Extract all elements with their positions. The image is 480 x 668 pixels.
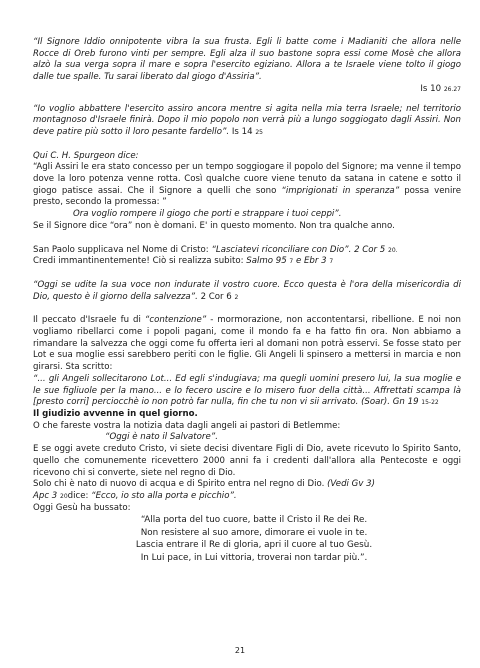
pastori-line: O che farestе vostra la notizia data dagli angeli ai pastori di Betlemme: (33, 420, 341, 431)
hymn-line: In Lui pace, in Lui vittoria, troverai non tardar più.”. (140, 552, 368, 563)
credi-line: Credi immantinentemente! Ciò si realizza subito: Salmo 95 7 e Ebr 3 7 (33, 256, 334, 267)
oggi-gesu-line: Oggi Gesù ha bussato: (33, 502, 131, 513)
isaiah-10-reference: Is 10 26.27 (420, 83, 461, 94)
spurgeon-promise: Ora voglio rompere il giogo che porti e strappare i tuoi ceppi”. (73, 209, 342, 220)
giudizio-line: Il giudizio avvenne in quel giorno. (33, 408, 198, 419)
hymn-line: Non resistere al suo amore, dimorare ei vuole in te. (140, 527, 368, 538)
hymn-line: Lascia entrare il Re di gloria, apri il cuore al tuo Gesù. (135, 540, 373, 551)
isaiah-10-quote: “Il Signore Iddio onnipotente vibra la sua frusta. Egli li batte come i Madianiti che allora nelle Rocce di Oreb furono vinti per sempre. Egli alza il suo bastone sopra essi come Mosè che allora alzò la sua verga sopra il mare e sopra l'esercito egiziano. Allora a te Israele viene tolto il giogo dalle tue spalle. Tu sarai liberato dal giogo d'Assiria”. (33, 37, 461, 83)
salvatore-quote: “Oggi è nato il Salvatore”. (105, 432, 218, 443)
isaiah-14-quote: “Io voglio abbattere l'esercito assiro ancora mentre si agita nella mia terra Israele; nel territorio montagnoso d'Israele finirà. Dopo il mio popolo non verrà più a lungo soggiogato dagli Assiri. Non deve patire più sotto il loro pesante fardello”. Is 14 25 (33, 103, 461, 137)
solo-chi-line: Solo chi è nato di nuovo di acqua e di Spirito entra nel regno di Dio. (Vedi Gv 3) (33, 479, 375, 490)
hymn-verse (47, 514, 461, 564)
apc-line: Apc 3 20dice: “Ecco, io sto alla porta e picchio”. (33, 490, 237, 501)
angeli-quote: “... gli Angeli sollecitarono Lot... Ed egli s'indugiava; ma quegli uomini presero lui, la sua moglie e le sue figliuole per la mano... e lo fecero uscire e lo misero fuor della città... Affrettati scampa là [presto corri] perciocchè io non potrò far nulla, fin che tu non vi sii arrivato. (Soar). Gn 19 15-22 (33, 373, 461, 408)
isaiah-14-reference: Is 14 25 (231, 126, 263, 137)
hymn-line: “Alla porta del tuo cuore, batte il Cristo il Re dei Re. (140, 515, 368, 526)
paolo-line: San Paolo supplicava nel Nome di Cristo: “Lasciatevi riconciliare con Dio”. 2 Cor 5 20. (33, 244, 398, 255)
spurgeon-heading: Qui C. H. Spurgeon dice: (33, 150, 139, 161)
figli-paragraph: E se oggi avete creduto Cristo, vi siete decisi diventare Figli di Dio, avete ricevuto lo Spirito Santo, quello che comunemente ricevettero 2000 anni fa i credenti dall'allora alla Pentecoste e oggi ricevono chi si converte, siete nel regno di Dio. (33, 444, 461, 478)
oggi-quote: “Oggi se udite la sua voce non indurate il vostro cuore. Ecco questa è l'ora della misericordia di Dio, questo è il giorno della salvezza”. 2 Cor 6 2 (33, 279, 461, 302)
spurgeon-conclusion: Se il Signore dice “ora” non è domani. E' in questo momento. Non tra qualche anno. (33, 220, 395, 231)
spurgeon-paragraph: “Agli Assiri le era stato concesso per un tempo soggiogare il popolo del Signore; ma venne il tempo dove la loro potenza venne rotta. Così qualche cuore viene tenuto da satana in catene e sotto il giogo patisce assai. Che il Signore a quelli che sono “imprigionati in speranza” possa venire presto, secondo la promessa: ” (33, 162, 461, 208)
page-number: 21 (234, 646, 246, 655)
peccato-paragraph: Il peccato d'Israele fu di “contenzione” - mormorazione, non accontentarsi, ribellione. E noi non vogliamo ribellarci come i popoli pagani, come il mondo fa e ha fatto fin ora. Non abbiamo a rimandare la salvezza che oggi come fu offerta ieri al domani non potrà esservi. Se fosse stato per Lot e sua moglie essi sarebbero periti con le figlie. Gli Angeli li spinsero a mettersi in marcia e non girarsi. Sta scritto: (33, 315, 461, 373)
page-body (33, 37, 461, 564)
